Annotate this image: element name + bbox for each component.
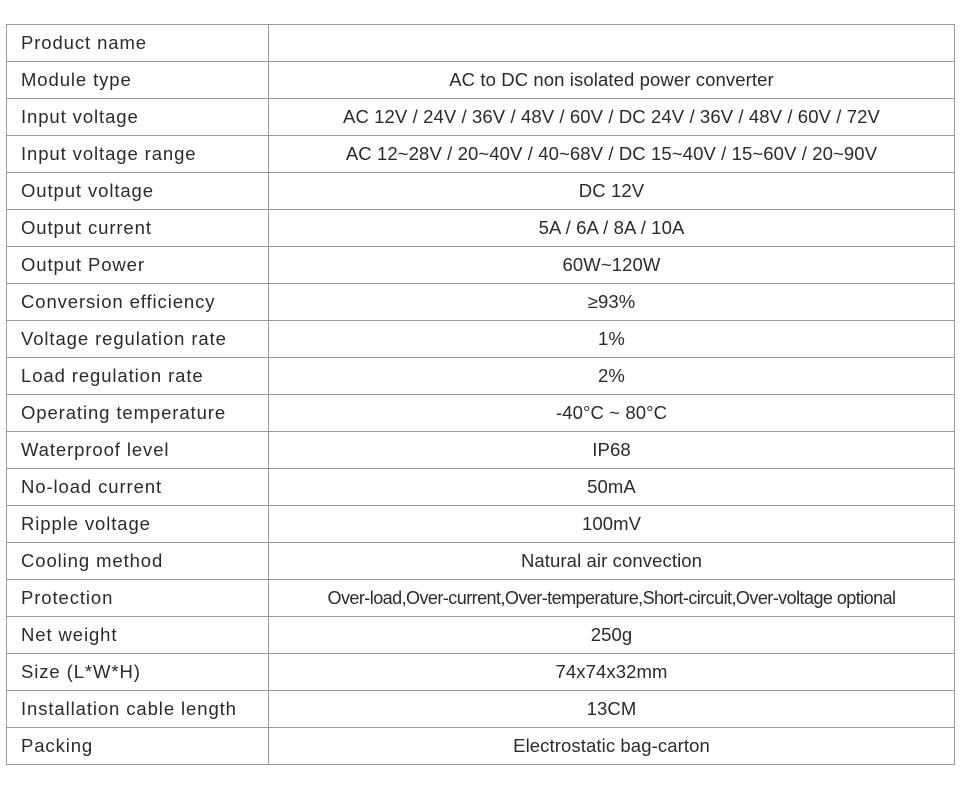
spec-row-conversion-efficiency (7, 284, 955, 321)
spec-row-waterproof-level (7, 432, 955, 469)
spec-row-packing (7, 728, 955, 765)
spec-label: No-load current (7, 469, 269, 506)
spec-row-voltage-regulation-rate (7, 321, 955, 358)
spec-value: Electrostatic bag-carton (269, 728, 955, 765)
spec-label: Voltage regulation rate (7, 321, 269, 358)
spec-label: Output Power (7, 247, 269, 284)
spec-value: 1% (269, 321, 955, 358)
spec-label: Installation cable length (7, 691, 269, 728)
spec-label: Product name (7, 25, 269, 62)
spec-value: 2% (269, 358, 955, 395)
spec-row-output-voltage (7, 173, 955, 210)
spec-label: Module type (7, 62, 269, 99)
spec-row-cooling-method (7, 543, 955, 580)
spec-label: Waterproof level (7, 432, 269, 469)
spec-value: 100mV (269, 506, 955, 543)
spec-label: Conversion efficiency (7, 284, 269, 321)
specification-table (6, 24, 955, 765)
spec-value (269, 25, 955, 62)
spec-label: Load regulation rate (7, 358, 269, 395)
spec-value: DC 12V (269, 173, 955, 210)
spec-row-installation-cable-length (7, 691, 955, 728)
spec-value: 50mA (269, 469, 955, 506)
spec-label: Protection (7, 580, 269, 617)
spec-value: Natural air convection (269, 543, 955, 580)
spec-row-output-power (7, 247, 955, 284)
spec-row-input-voltage-range (7, 136, 955, 173)
spec-label: Packing (7, 728, 269, 765)
spec-value: -40°C ~ 80°C (269, 395, 955, 432)
spec-value: 74x74x32mm (269, 654, 955, 691)
spec-label: Output current (7, 210, 269, 247)
spec-label: Net weight (7, 617, 269, 654)
spec-label: Cooling method (7, 543, 269, 580)
spec-label: Ripple voltage (7, 506, 269, 543)
spec-value: ≥93% (269, 284, 955, 321)
spec-value: Over-load,Over-current,Over-temperature,Short-circuit,Over-voltage optional (269, 580, 955, 617)
spec-row-operating-temperature (7, 395, 955, 432)
spec-value: AC 12V / 24V / 36V / 48V / 60V / DC 24V / 36V / 48V / 60V / 72V (269, 99, 955, 136)
spec-label: Input voltage range (7, 136, 269, 173)
spec-row-size (7, 654, 955, 691)
spec-row-input-voltage (7, 99, 955, 136)
spec-row-load-regulation-rate (7, 358, 955, 395)
spec-label: Operating temperature (7, 395, 269, 432)
spec-value: 5A / 6A / 8A / 10A (269, 210, 955, 247)
spec-label: Size (L*W*H) (7, 654, 269, 691)
spec-row-no-load-current (7, 469, 955, 506)
spec-value: 60W~120W (269, 247, 955, 284)
spec-row-module-type (7, 62, 955, 99)
spec-row-ripple-voltage (7, 506, 955, 543)
spec-value: AC to DC non isolated power converter (269, 62, 955, 99)
spec-value: 250g (269, 617, 955, 654)
spec-row-product-name (7, 25, 955, 62)
spec-label: Output voltage (7, 173, 269, 210)
spec-value: IP68 (269, 432, 955, 469)
spec-value: AC 12~28V / 20~40V / 40~68V / DC 15~40V / 15~60V / 20~90V (269, 136, 955, 173)
spec-row-protection (7, 580, 955, 617)
spec-row-output-current (7, 210, 955, 247)
spec-value: 13CM (269, 691, 955, 728)
spec-row-net-weight (7, 617, 955, 654)
spec-label: Input voltage (7, 99, 269, 136)
